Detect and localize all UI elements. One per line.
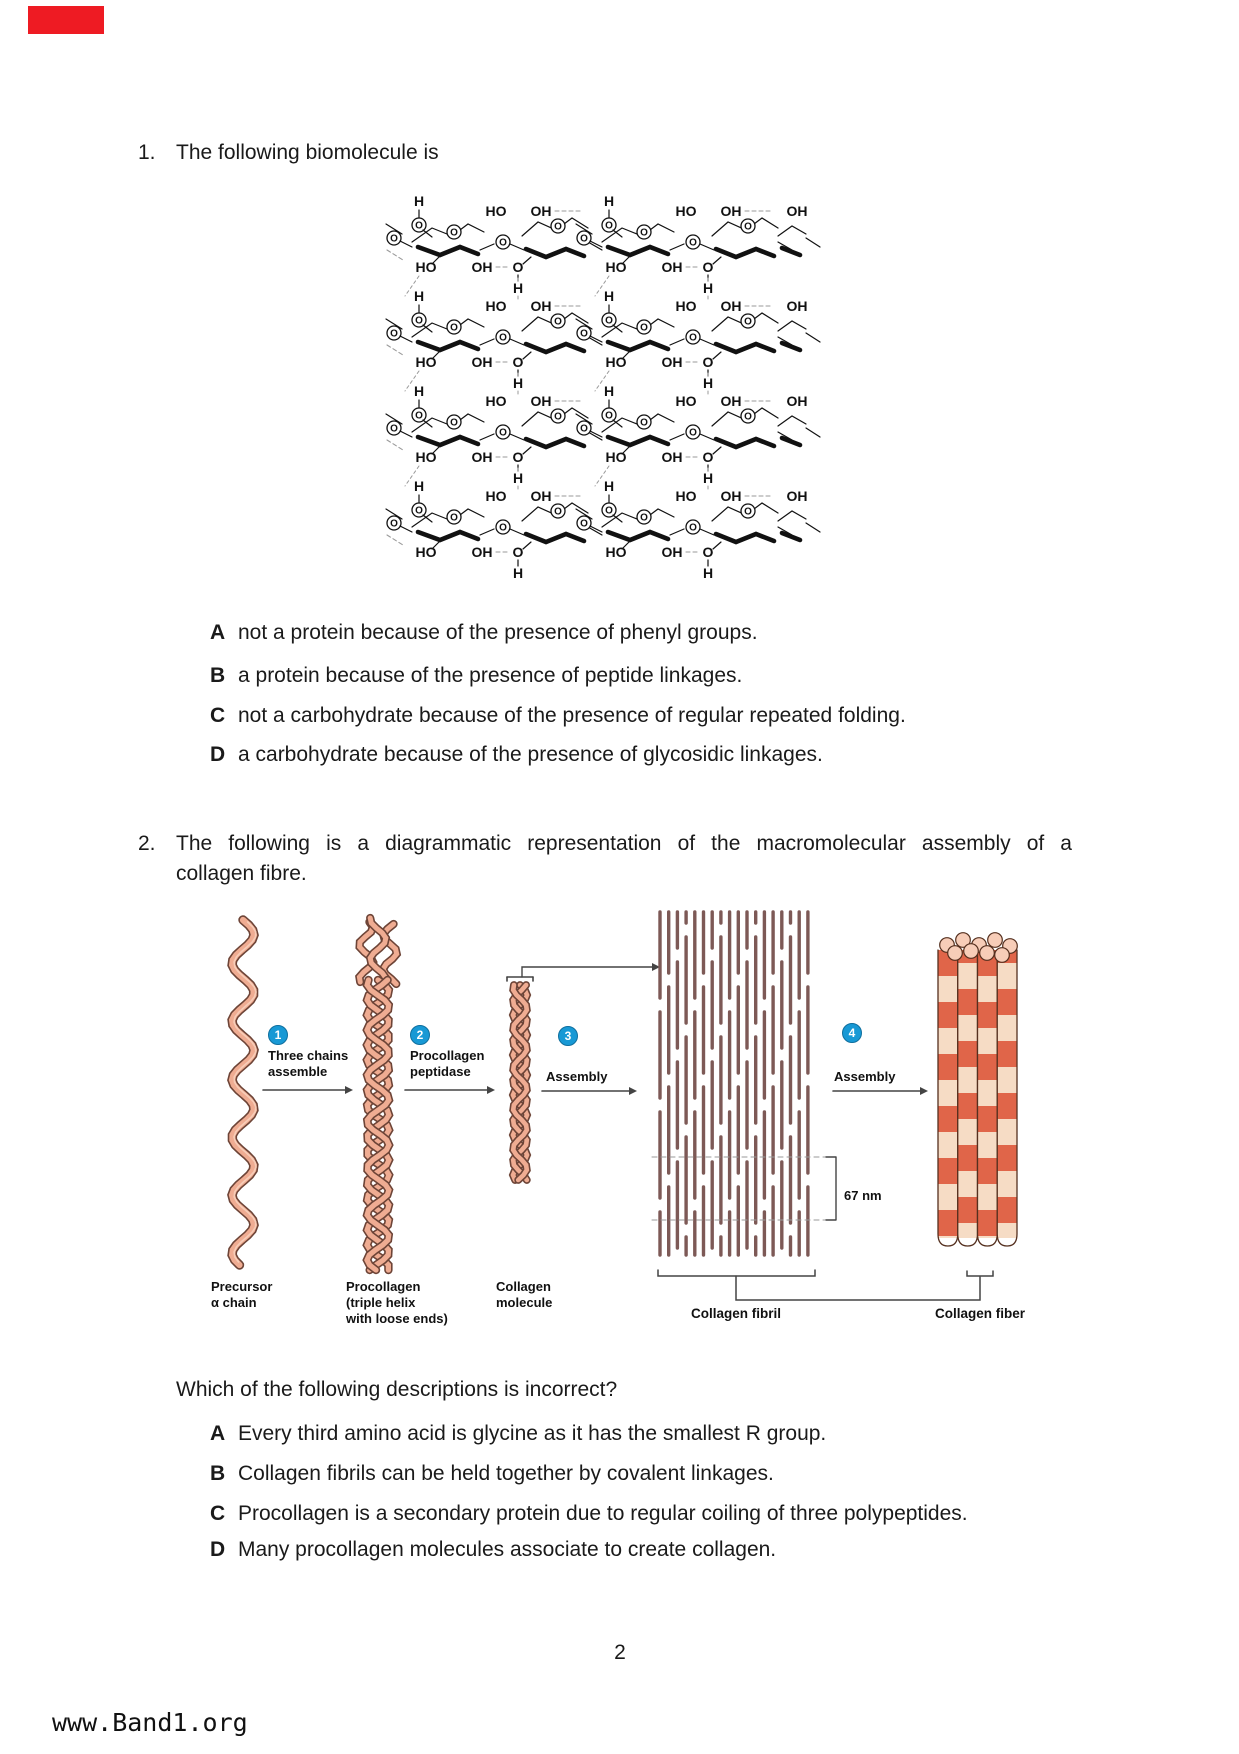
figure-label: O <box>415 505 423 517</box>
figure-label: O <box>450 227 458 239</box>
figure-label: HO <box>675 203 697 219</box>
collagen-assembly-figure <box>190 900 1050 1340</box>
option-letter: B <box>210 1462 226 1485</box>
figure-label: OH <box>786 298 808 314</box>
question-1-stem: The following biomolecule is <box>176 141 439 164</box>
option-text: not a protein because of the presence of phenyl groups. <box>238 621 758 644</box>
figure-label: O <box>390 423 398 435</box>
figure-label: HO <box>485 488 507 504</box>
figure-label: H <box>603 478 615 494</box>
figure-label: O <box>605 410 613 422</box>
question-1 <box>138 140 439 166</box>
figure-label: Assembly <box>834 1069 896 1084</box>
figure-label: Procollagen <box>410 1048 485 1063</box>
figure-label: with loose ends) <box>346 1311 448 1326</box>
q2-option-c <box>210 1501 968 1527</box>
arrow-head <box>629 1087 637 1095</box>
figure-label: HO <box>605 449 627 465</box>
figure-label: 67 nm <box>844 1188 882 1203</box>
figure-label: O <box>640 322 648 334</box>
figure-label: OH <box>661 544 683 560</box>
figure-label: OH <box>530 488 552 504</box>
figure-label: OH <box>720 393 742 409</box>
figure-label: 1 <box>274 1028 282 1042</box>
figure-label: 2 <box>416 1028 424 1042</box>
figure-label: O <box>554 316 562 328</box>
figure-label: O <box>744 316 752 328</box>
figure-label: OH <box>661 259 683 275</box>
procollagen-triple-helix <box>359 918 396 1270</box>
figure-label: HO <box>605 544 627 560</box>
figure-label: O <box>390 518 398 530</box>
figure-label: OH <box>530 203 552 219</box>
cellulose-lattice <box>386 193 820 581</box>
figure-label: O <box>744 506 752 518</box>
figure-label: O <box>640 417 648 429</box>
option-letter: B <box>210 664 226 687</box>
option-letter: C <box>210 704 226 727</box>
figure-label: H <box>702 470 714 486</box>
figure-label: O <box>512 259 524 275</box>
figure-label: HO <box>415 259 437 275</box>
figure-label: OH <box>471 449 493 465</box>
figure-label: O <box>512 449 524 465</box>
step-badge-1 <box>269 1026 288 1045</box>
figure-label: O <box>640 227 648 239</box>
option-text: Many procollagen molecules associate to create collagen. <box>238 1538 777 1561</box>
figure-label: Three chains <box>268 1048 349 1063</box>
figure-label: H <box>512 565 524 581</box>
figure-label: H <box>413 478 425 494</box>
option-text: Procollagen is a secondary protein due to regular coiling of three polypeptides. <box>238 1502 968 1525</box>
step-badge-4 <box>843 1024 862 1043</box>
figure-label: OH <box>786 488 808 504</box>
figure-label: O <box>605 505 613 517</box>
figure-label: H <box>512 375 524 391</box>
option-text: a protein because of the presence of peptide linkages. <box>238 664 743 687</box>
figure-label: Collagen fibril <box>690 1306 782 1321</box>
cellulose-structure-figure <box>385 190 830 590</box>
q2-option-d <box>210 1537 776 1563</box>
figure-label: assemble <box>268 1064 328 1079</box>
question-2 <box>138 831 1072 857</box>
question-2-prompt: Which of the following descriptions is incorrect? <box>176 1378 618 1401</box>
figure-label: H <box>413 383 425 399</box>
figure-label: OH <box>471 544 493 560</box>
figure-label: H <box>413 193 425 209</box>
question-2-stem-line2-wrap <box>176 861 307 887</box>
redaction-mark <box>28 6 104 34</box>
q2-option-a <box>210 1421 826 1447</box>
figure-label: OH <box>661 354 683 370</box>
figure-label: H <box>603 193 615 209</box>
figure-label: OH <box>786 393 808 409</box>
figure-label: Collagen <box>496 1279 551 1294</box>
figure-label: OH <box>471 259 493 275</box>
figure-label: O <box>702 544 714 560</box>
figure-label: peptidase <box>410 1064 471 1079</box>
q2-option-b <box>210 1461 774 1487</box>
figure-label: OH <box>720 488 742 504</box>
figure-label: H <box>512 470 524 486</box>
figure-label: O <box>450 417 458 429</box>
figure-label: OH <box>471 354 493 370</box>
step-badge-3 <box>559 1027 578 1046</box>
figure-label: OH <box>530 298 552 314</box>
q1-option-b <box>210 663 742 689</box>
figure-label: 4 <box>848 1026 856 1040</box>
figure-label: Assembly <box>546 1069 608 1084</box>
question-2-number: 2. <box>138 832 156 855</box>
figure-label: HO <box>415 449 437 465</box>
figure-label: O <box>512 354 524 370</box>
figure-label: H <box>702 565 714 581</box>
figure-label: OH <box>720 298 742 314</box>
figure-label: O <box>580 518 588 530</box>
arrow-head <box>487 1086 495 1094</box>
collagen-molecule <box>513 985 527 1180</box>
figure-label: HO <box>675 298 697 314</box>
figure-label: O <box>499 332 507 344</box>
arrow-head <box>920 1087 928 1095</box>
figure-label: H <box>603 288 615 304</box>
question-2-stem-line1: The following is a diagrammatic representation of the macromolecular assembly of a <box>176 832 1072 855</box>
page-number: 2 <box>614 1641 626 1664</box>
figure-label: O <box>554 506 562 518</box>
precursor-alpha-chain <box>232 920 256 1265</box>
option-text: Collagen fibrils can be held together by covalent linkages. <box>238 1462 774 1485</box>
figure-label: O <box>390 328 398 340</box>
question-1-number: 1. <box>138 141 156 164</box>
q1-option-a <box>210 620 758 646</box>
figure-label: Procollagen <box>346 1279 421 1294</box>
figure-label: OH <box>661 449 683 465</box>
figure-label: O <box>415 220 423 232</box>
figure-label: H <box>702 280 714 296</box>
figure-label: HO <box>485 203 507 219</box>
figure-label: O <box>450 322 458 334</box>
figure-label: O <box>554 221 562 233</box>
figure-label: O <box>744 221 752 233</box>
figure-label: O <box>390 233 398 245</box>
figure-label: OH <box>530 393 552 409</box>
figure-label: O <box>744 411 752 423</box>
figure-label: H <box>603 383 615 399</box>
option-text: Every third amino acid is glycine as it has the smallest R group. <box>238 1422 827 1445</box>
option-text: not a carbohydrate because of the presence of regular repeated folding. <box>238 704 906 727</box>
figure-label: H <box>413 288 425 304</box>
figure-label: O <box>580 328 588 340</box>
figure-label: O <box>580 233 588 245</box>
figure-label: 3 <box>564 1029 572 1043</box>
arrow-head <box>345 1086 353 1094</box>
figure-label: O <box>702 354 714 370</box>
figure-label: HO <box>485 298 507 314</box>
figure-label: α chain <box>211 1295 257 1310</box>
figure-label: O <box>689 522 697 534</box>
figure-label: HO <box>485 393 507 409</box>
figure-label: O <box>580 423 588 435</box>
option-letter: A <box>210 1422 226 1445</box>
option-text: a carbohydrate because of the presence of glycosidic linkages. <box>238 743 823 766</box>
figure-label: HO <box>605 259 627 275</box>
figure-label: O <box>450 512 458 524</box>
question-2-stem-line2: collagen fibre. <box>176 862 307 885</box>
figure-label: O <box>640 512 648 524</box>
figure-label: O <box>499 522 507 534</box>
option-letter: D <box>210 1538 226 1561</box>
figure-label: HO <box>605 354 627 370</box>
q1-option-c <box>210 703 906 729</box>
step-badge-2 <box>411 1026 430 1045</box>
collagen-fiber <box>938 933 1017 1246</box>
figure-label: (triple helix <box>346 1295 416 1310</box>
website-footer: www.Band1.org <box>52 1708 248 1737</box>
option-letter: D <box>210 743 226 766</box>
figure-label: OH <box>786 203 808 219</box>
figure-label: HO <box>415 544 437 560</box>
figure-label: O <box>689 332 697 344</box>
figure-label: O <box>499 427 507 439</box>
collagen-fibril <box>660 912 808 1255</box>
option-letter: C <box>210 1502 226 1525</box>
figure-label: O <box>689 237 697 249</box>
figure-label: OH <box>720 203 742 219</box>
figure-label: H <box>512 280 524 296</box>
figure-label: O <box>512 544 524 560</box>
figure-label: molecule <box>496 1295 553 1310</box>
figure-captions <box>211 1279 552 1326</box>
figure-label: Collagen fiber <box>934 1306 1026 1321</box>
figure-label: O <box>415 410 423 422</box>
figure-label: O <box>702 259 714 275</box>
figure-label: HO <box>415 354 437 370</box>
figure-label: H <box>702 375 714 391</box>
figure-label: O <box>554 411 562 423</box>
figure-label: O <box>689 427 697 439</box>
figure-label: O <box>605 315 613 327</box>
figure-label: O <box>702 449 714 465</box>
q1-option-d <box>210 742 823 768</box>
option-letter: A <box>210 621 226 644</box>
figure-label: HO <box>675 488 697 504</box>
figure-label: Precursor <box>211 1279 273 1294</box>
figure-label: O <box>499 237 507 249</box>
figure-label: HO <box>675 393 697 409</box>
figure-label: O <box>415 315 423 327</box>
figure-label: O <box>605 220 613 232</box>
